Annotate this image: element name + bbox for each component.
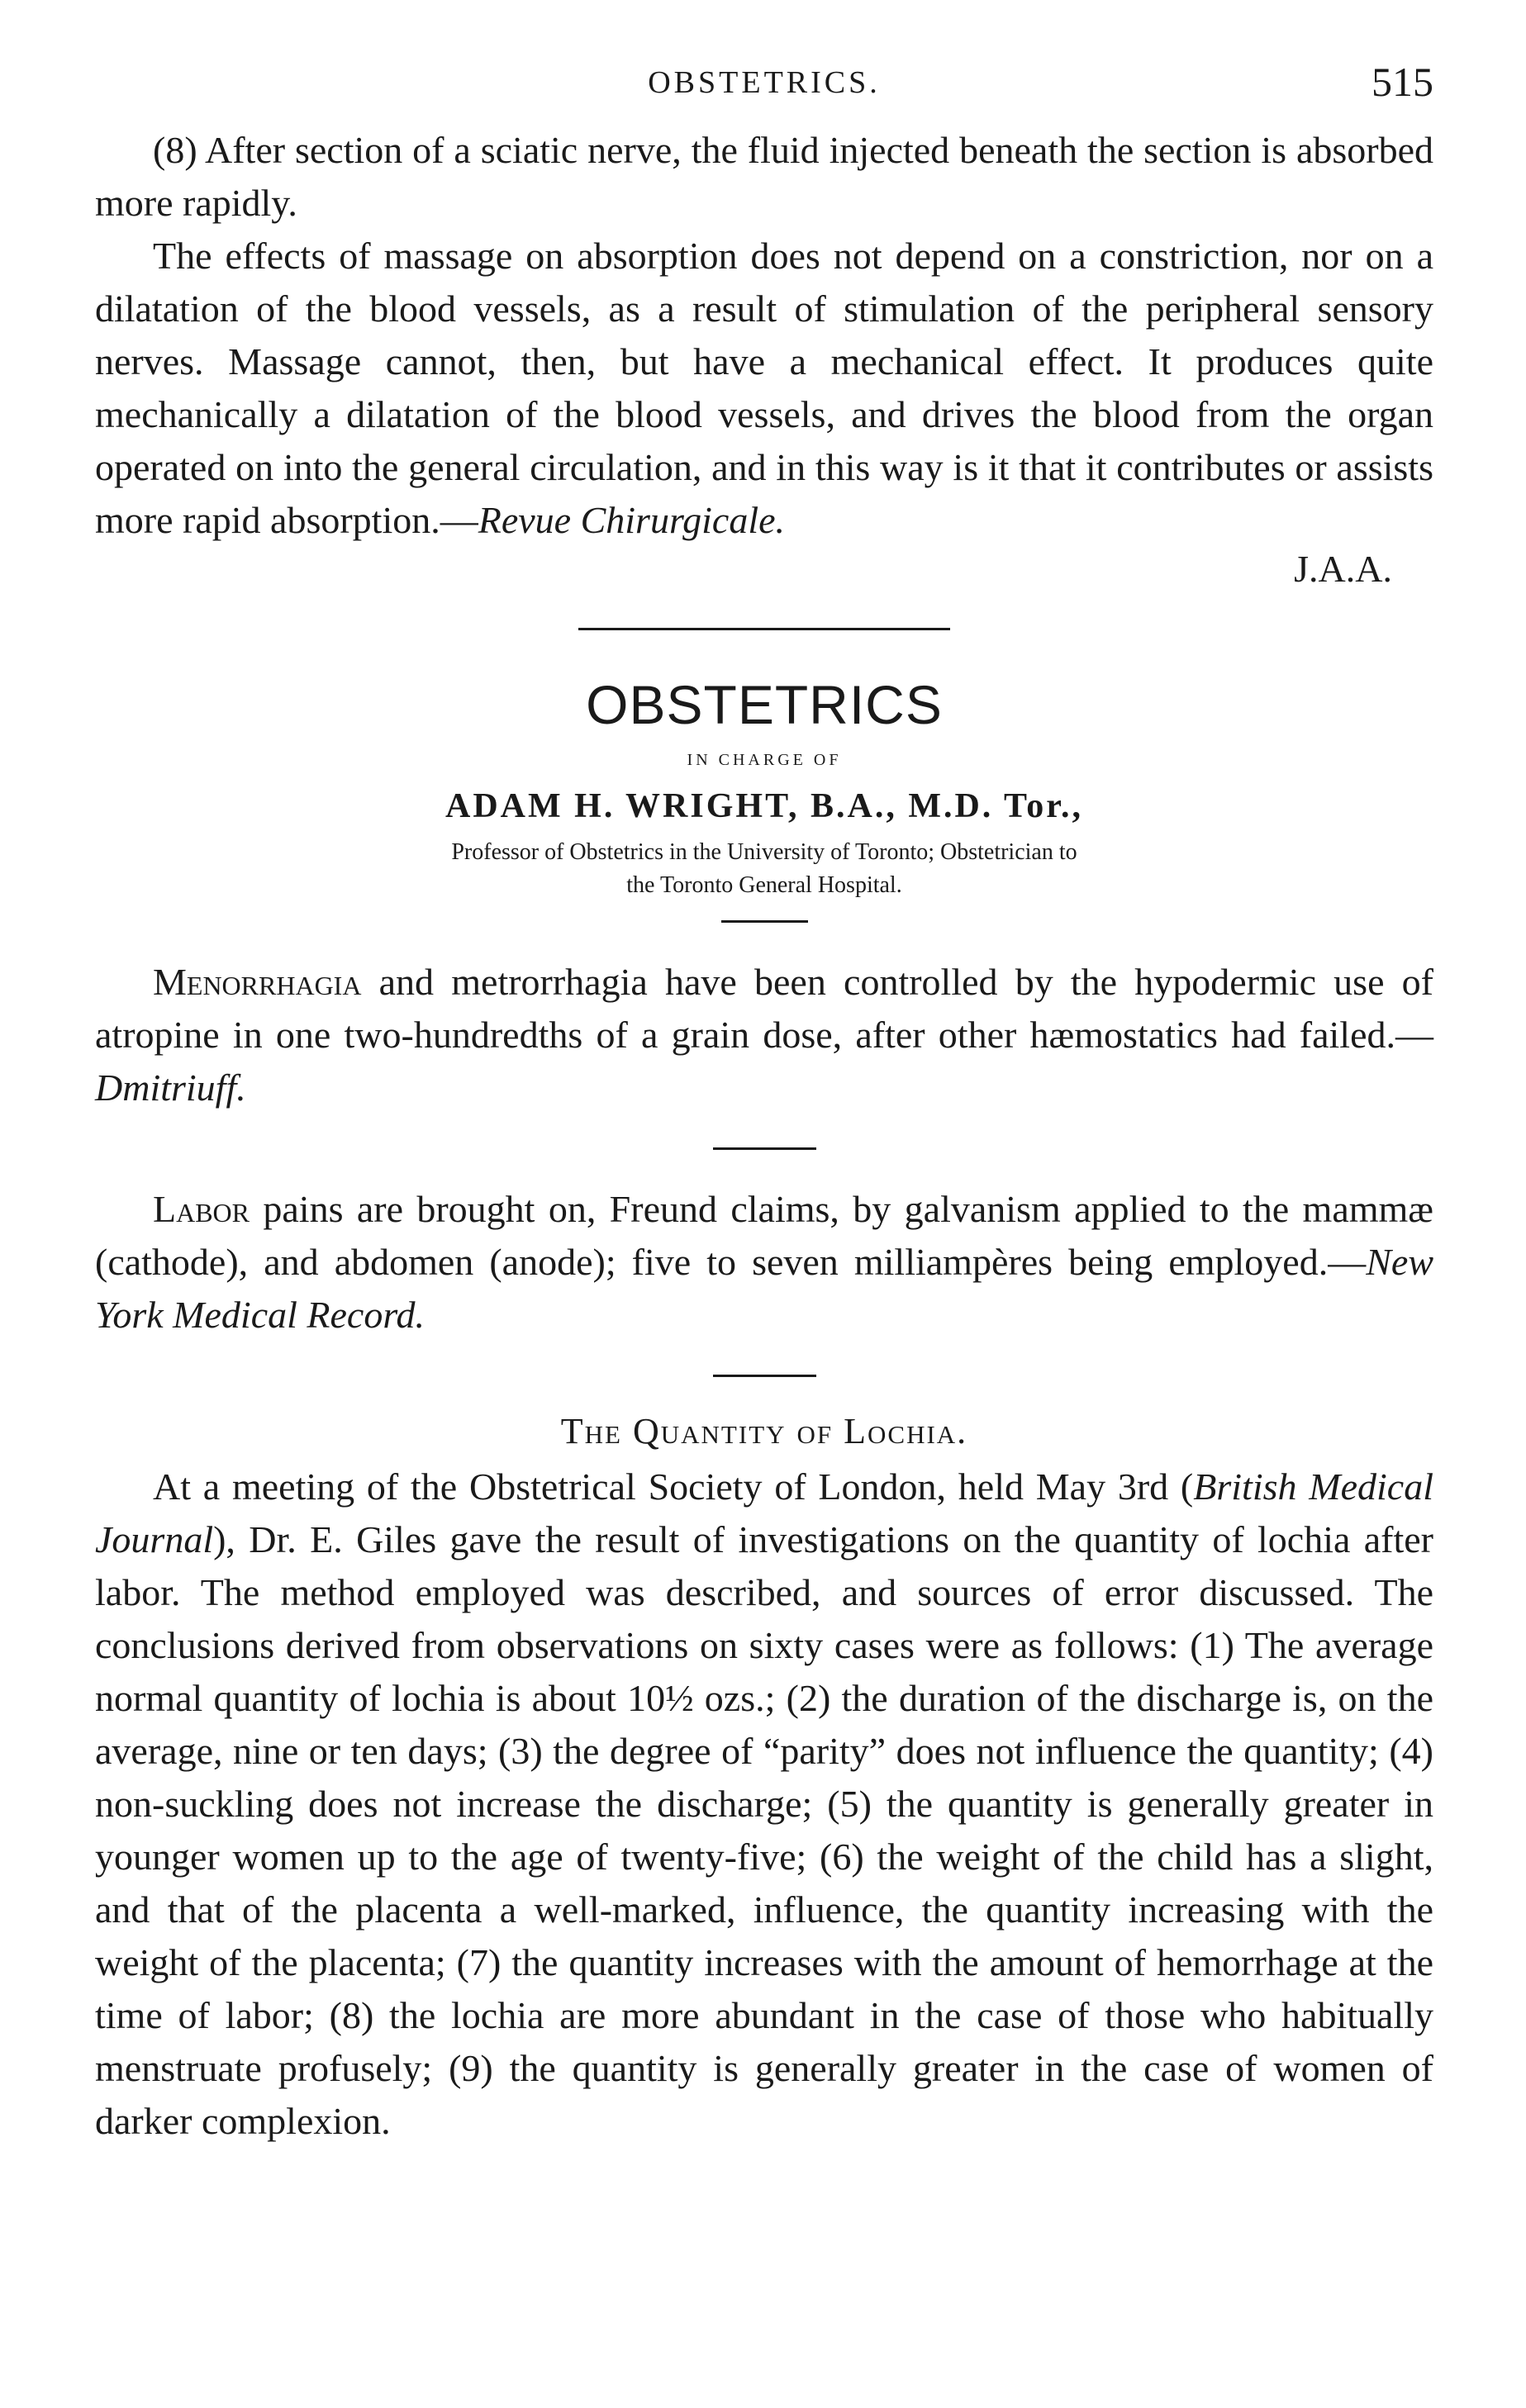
running-head bbox=[95, 50, 1433, 124]
lochia-journal: British Medical Journal bbox=[95, 1465, 1433, 1560]
credentials-line-1: Professor of Obstetrics in the University of Toronto; Obstetrician to bbox=[451, 839, 1077, 865]
previous-article-paragraph-2 bbox=[95, 230, 1433, 547]
menorrhagia-lead: Menorrhagia bbox=[153, 961, 362, 1003]
menorrhagia-paragraph bbox=[95, 956, 1433, 1114]
previous-article-source: Revue Chirurgicale. bbox=[478, 499, 786, 541]
labor-source: New York Medical Record. bbox=[95, 1241, 1433, 1336]
menorrhagia-body: and metrorrhagia have been controlled by the hypodermic use of atropine in one two-hundredths of a grain dose, after other hæmostatics had failed.— bbox=[95, 961, 1433, 1056]
labor-lead: Labor bbox=[153, 1188, 250, 1230]
item-divider-1 bbox=[713, 1147, 816, 1150]
labor-paragraph bbox=[95, 1183, 1433, 1342]
editor-credentials bbox=[95, 836, 1433, 902]
item-divider-2 bbox=[713, 1375, 816, 1377]
lochia-intro: At a meeting of the Obstetrical Society of London, held May 3rd ( bbox=[153, 1465, 1194, 1508]
lochia-heading: The Quantity of Lochia. bbox=[560, 1411, 968, 1451]
menorrhagia-source: Dmitriuff. bbox=[95, 1066, 246, 1109]
previous-article-attribution bbox=[95, 547, 1433, 591]
running-title: OBSTETRICS. bbox=[648, 65, 881, 100]
previous-article-paragraph-1: (8) After section of a sciatic nerve, the fluid injected beneath the section is absorbed more rapidly. bbox=[95, 129, 1433, 224]
lochia-paragraph bbox=[95, 1460, 1433, 2148]
credentials-line-2: the Toronto General Hospital. bbox=[626, 872, 902, 898]
labor-body: pains are brought on, Freund claims, by galvanism applied to the mammæ (cathode), and abdomen (anode); five to seven milliampères being employed.— bbox=[95, 1188, 1433, 1283]
journal-page bbox=[95, 50, 1433, 2148]
in-charge-label: IN CHARGE OF bbox=[687, 751, 842, 769]
previous-article-body: The effects of massage on absorption does not depend on a constriction, nor on a dilatation of the blood vessels, as a result of stimulation of the peripheral sensory nerves. Massage cannot, then, but have a mechanical effect. It produces quite mechanically a dilatation of the blood vessels, and drives the blood from the organ operated on into the general circulation, and in this way is it that it contributes or assists more rapid absorption.— bbox=[95, 235, 1433, 541]
section-title: OBSTETRICS bbox=[586, 674, 943, 735]
editor-divider bbox=[721, 920, 808, 923]
author-initials: J.A.A. bbox=[1294, 548, 1392, 590]
lochia-body: ), Dr. E. Giles gave the result of investigations on the quantity of lochia after labor. The method employed was described, and sources of error discussed. The conclusions derived from observations on sixty cases were as follows: (1) The average normal quantity of lochia is about 10½ ozs.; (2) the duration of the discharge is, on the average, nine or ten days; (3) the degree of “parity” does not influence the quantity; (4) non-suckling does not increase the discharge; (5) the quantity is generally greater in younger women up to the age of twenty-five; (6) the weight of the child has a slight, and that of the placenta a well-marked, influence, the quantity increasing with the weight of the placenta; (7) the quantity increases with the amount of hemorrhage at the time of labor; (8) the lochia are more abundant in the case of those who habitually menstruate profusely; (9) the quantity is generally greater in the case of women of darker complexion. bbox=[95, 1518, 1433, 2142]
page-number: 515 bbox=[1371, 59, 1433, 105]
section-editor: ADAM H. WRIGHT, B.A., M.D. Tor., bbox=[445, 787, 1083, 825]
section-divider bbox=[578, 628, 950, 630]
